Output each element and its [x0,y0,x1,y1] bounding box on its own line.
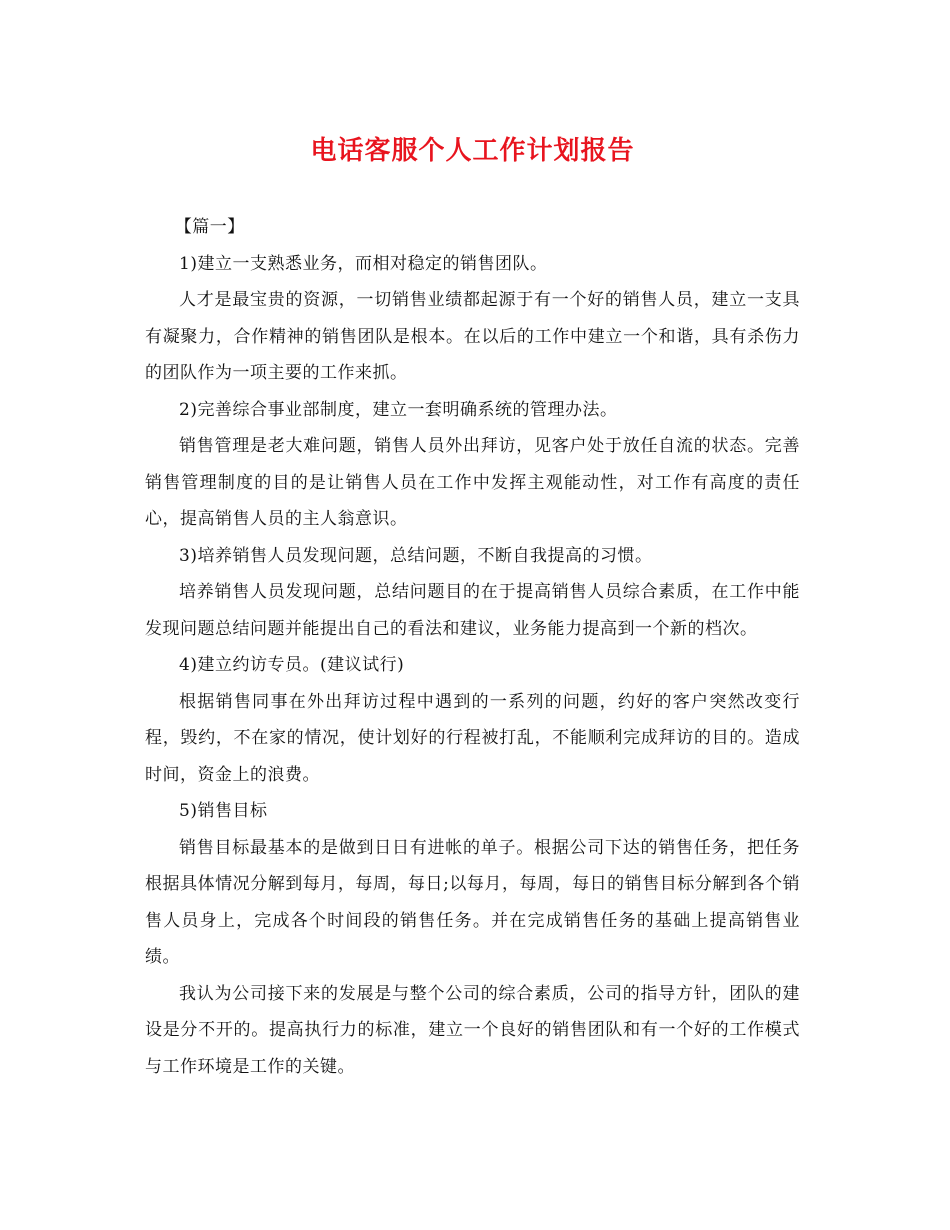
document-title: 电话客服个人工作计划报告 [310,136,635,166]
paragraph-heading-4: 4)建立约访专员。(建议试行) [179,655,405,675]
paragraph-heading-5: 5)销售目标 [179,801,268,821]
paragraph-text-1: 人才是最宝贵的资源，一切销售业绩都起源于有一个好的销售人员，建立一支具有凝聚力，合作精神的销售团队是根本。在以后的工作中建立一个和谐，具有杀伤力的团队作为一项主要的工作来抓。 [145,290,800,383]
paragraph-heading-1: 1)建立一支熟悉业务，而相对稳定的销售团队。 [179,253,548,274]
paragraph-heading-2: 2)完善综合事业部制度，建立一套明确系统的管理办法。 [179,399,618,420]
paragraph-text-2: 销售管理是老大难问题，销售人员外出拜访，见客户处于放任自流的状态。完善销售管理制度的目的是让销售人员在工作中发挥主观能动性，对工作有高度的责任心，提高销售人员的主人翁意识。 [145,436,800,529]
section-label: 【篇一】 [174,217,245,237]
paragraph-text-5: 销售目标最基本的是做到日日有进帐的单子。根据公司下达的销售任务，把任务根据具体情况分解到每月，每周，每日;以每月，每周，每日的销售目标分解到各个销售人员身上，完成各个时间段的销售任务。并在完成销售任务的基础上提高销售业绩。 [145,837,800,967]
document-body [145,209,800,1085]
paragraph-conclusion: 我认为公司接下来的发展是与整个公司的综合素质，公司的指导方针，团队的建设是分不开的。提高执行力的标准，建立一个良好的销售团队和有一个好的工作模式与工作环境是工作的关键。 [145,983,800,1077]
paragraph-heading-3: 3)培养销售人员发现问题，总结问题，不断自我提高的习惯。 [179,545,653,566]
paragraph-text-3: 培养销售人员发现问题，总结问题目的在于提高销售人员综合素质，在工作中能发现问题总结问题并能提出自己的看法和建议，业务能力提高到一个新的档次。 [145,582,800,639]
paragraph-text-4: 根据销售同事在外出拜访过程中遇到的一系列的问题，约好的客户突然改变行程，毁约，不在家的情况，使计划好的行程被打乱，不能顺利完成拜访的目的。造成时间，资金上的浪费。 [145,691,800,785]
